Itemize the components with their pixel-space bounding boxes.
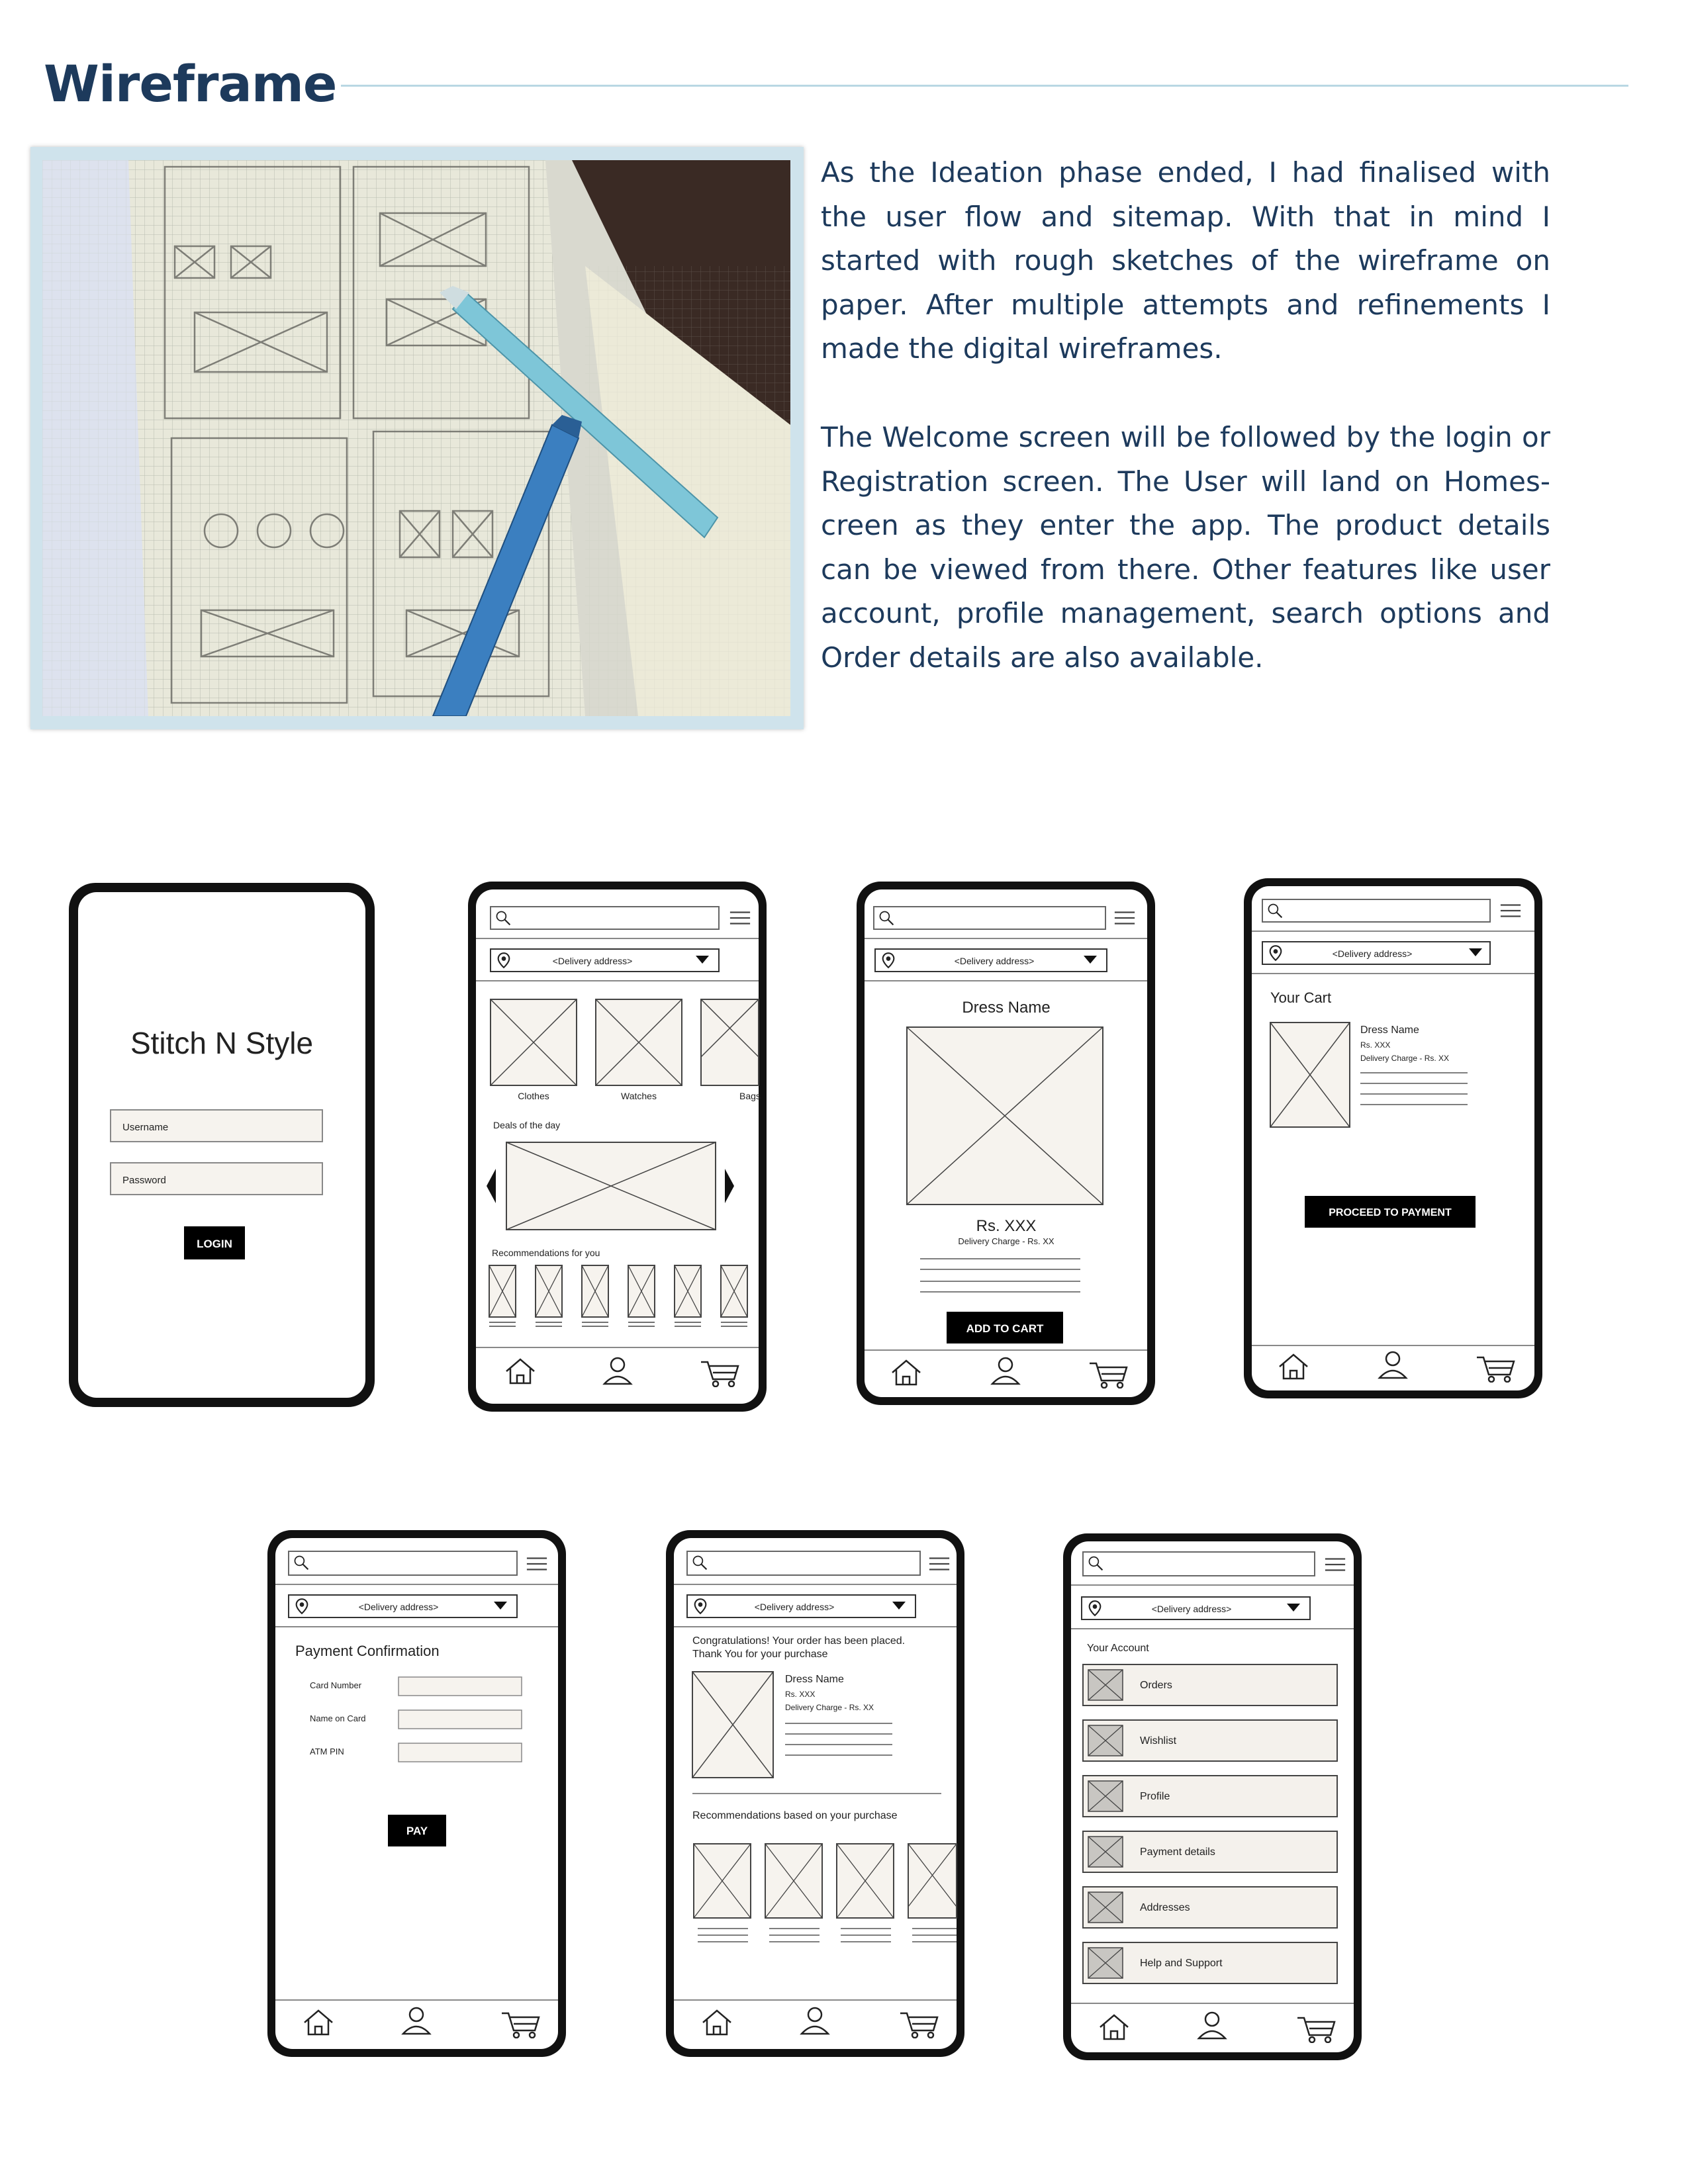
category-card[interactable] <box>701 999 759 1085</box>
add-to-cart-label: ADD TO CART <box>966 1322 1044 1335</box>
atm-pin-field[interactable] <box>399 1743 522 1762</box>
account-title: Your Account <box>1087 1643 1149 1654</box>
login-button-label: LOGIN <box>197 1238 232 1250</box>
product-title: Dress Name <box>962 999 1051 1017</box>
payment-title: Payment Confirmation <box>295 1643 440 1659</box>
delivery-address-text: <Delivery address> <box>358 1602 439 1612</box>
pay-button-label: PAY <box>406 1825 428 1837</box>
delivery-address-text: <Delivery address> <box>1332 948 1413 959</box>
search-bar[interactable] <box>289 1551 517 1575</box>
account-screen-wireframe <box>1062 1532 1363 2062</box>
app-name: Stitch N Style <box>130 1026 314 1060</box>
atm-pin-label: ATM PIN <box>310 1747 344 1756</box>
search-bar[interactable] <box>1083 1552 1315 1576</box>
cart-item-delivery: Delivery Charge - Rs. XX <box>1360 1054 1450 1063</box>
order-placed-message: Congratulations! Your order has been placed. <box>692 1635 906 1647</box>
account-item-label: Orders <box>1140 1680 1172 1691</box>
username-placeholder: Username <box>122 1122 169 1133</box>
product-delivery-charge: Delivery Charge - Rs. XX <box>958 1236 1055 1246</box>
home-screen-wireframe <box>467 880 768 1413</box>
cart-screen-wireframe <box>1243 877 1544 1400</box>
card-number-field[interactable] <box>399 1677 522 1696</box>
ordered-item-name: Dress Name <box>785 1674 844 1685</box>
account-item-label: Wishlist <box>1140 1735 1177 1747</box>
name-on-card-label: Name on Card <box>310 1713 366 1723</box>
cart-title: Your Cart <box>1270 989 1332 1006</box>
cart-item-price: Rs. XXX <box>1360 1040 1391 1050</box>
delivery-address-text: <Delivery address> <box>954 956 1035 966</box>
page-title: Wireframe <box>44 54 337 113</box>
password-placeholder: Password <box>122 1175 166 1186</box>
product-screen-wireframe <box>855 880 1156 1406</box>
login-screen-wireframe <box>66 880 377 1410</box>
proceed-to-payment-label: PROCEED TO PAYMENT <box>1329 1207 1452 1218</box>
account-item-label: Payment details <box>1140 1846 1215 1858</box>
account-item-label: Addresses <box>1140 1902 1190 1913</box>
cart-item-name: Dress Name <box>1360 1024 1419 1036</box>
delivery-address-text: <Delivery address> <box>1151 1604 1232 1614</box>
deals-label: Deals of the day <box>493 1120 561 1130</box>
category-label: Bags <box>739 1091 761 1101</box>
intro-paragraph-1: As the Ideation phase ended, I had finalised with the user flow and sitemap. With that in mind I started with rough sketches of the wireframe on paper. After multiple attempts and refinements I made the digital wireframes. <box>821 156 1550 365</box>
account-item-label: Profile <box>1140 1791 1170 1802</box>
category-label: Clothes <box>518 1091 549 1101</box>
recommendations-label: Recommendations based on your purchase <box>692 1810 898 1821</box>
category-label: Watches <box>621 1091 657 1101</box>
search-bar[interactable] <box>491 907 719 929</box>
ordered-item-price: Rs. XXX <box>785 1690 816 1699</box>
payment-screen-wireframe <box>266 1529 567 2058</box>
thank-you-message: Thank You for your purchase <box>692 1649 828 1660</box>
delivery-address-text: <Delivery address> <box>552 956 633 966</box>
title-divider <box>341 85 1628 87</box>
recommendations-label: Recommendations for you <box>492 1248 600 1258</box>
search-bar[interactable] <box>1262 899 1490 922</box>
delivery-address-text: <Delivery address> <box>754 1602 835 1612</box>
intro-paragraph-2: The Welcome screen will be followed by the login or Registration screen. The User will land on Homescreen as they enter the app. The product details can be viewed from there. Other features like user account, profile management, search options and Order details are also available. <box>821 421 1550 674</box>
paper-sketch-photo <box>42 160 790 716</box>
search-bar[interactable] <box>687 1551 920 1575</box>
product-price: Rs. XXX <box>976 1217 1037 1235</box>
name-on-card-field[interactable] <box>399 1710 522 1729</box>
sketch-photo-frame <box>30 147 804 729</box>
search-bar[interactable] <box>874 907 1105 929</box>
order-confirmation-wireframe <box>665 1529 966 2058</box>
card-number-label: Card Number <box>310 1680 362 1690</box>
account-item-label: Help and Support <box>1140 1958 1223 1969</box>
ordered-item-delivery: Delivery Charge - Rs. XX <box>785 1703 874 1712</box>
